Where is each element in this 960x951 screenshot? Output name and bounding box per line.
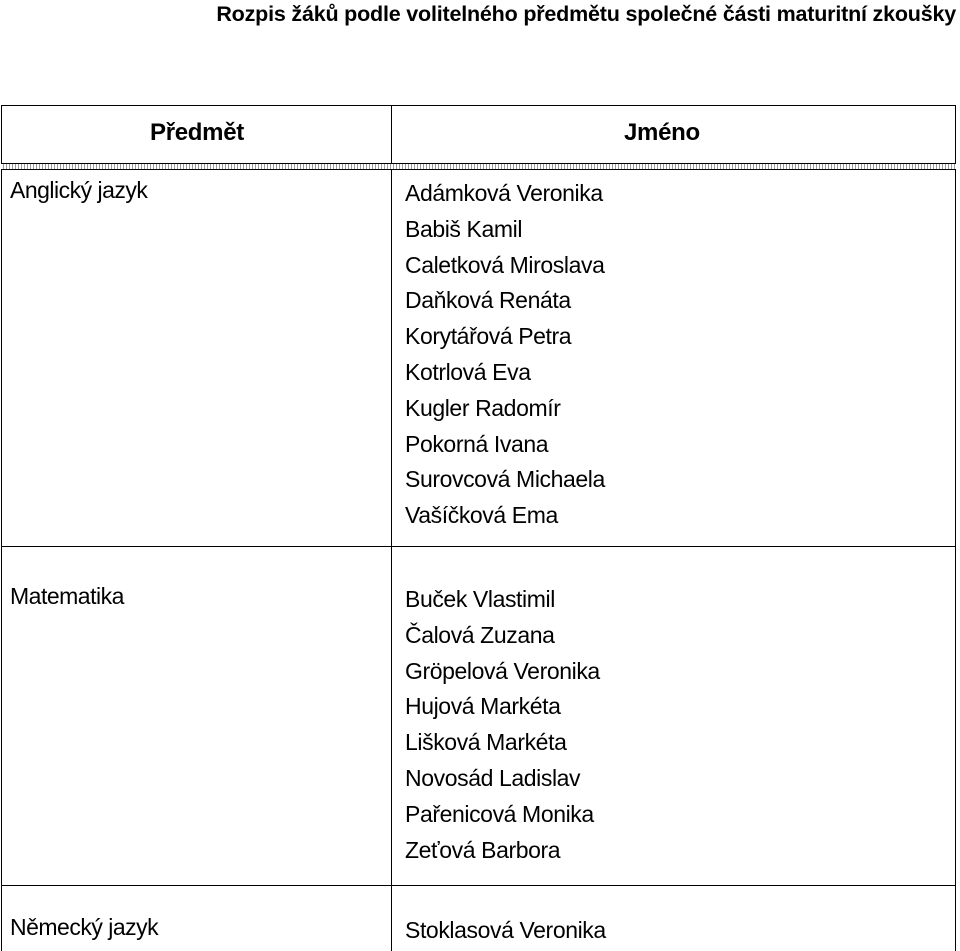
list-item: Daňková Renáta	[405, 287, 571, 314]
list-item: Stoklasová Veronika	[405, 917, 606, 943]
list-item: Adámková Veronika	[405, 180, 603, 206]
list-item: Pařenicová Monika	[405, 800, 594, 827]
list-item: Caletková Miroslava	[405, 251, 605, 278]
list-item: Babiš Kamil	[405, 215, 523, 242]
header-separator	[1, 163, 956, 170]
document-title: Rozpis žáků podle volitelného předmětu společné části maturitní zkoušky	[216, 2, 956, 26]
list-item: Hujová Markéta	[405, 693, 561, 720]
row-divider-english	[1, 546, 956, 547]
list-item: Gröpelová Veronika	[405, 657, 600, 684]
subject-math: Matematika	[10, 583, 124, 609]
list-item: Lišková Markéta	[405, 729, 567, 756]
header-subject: Předmět	[150, 119, 244, 146]
table-right-border	[955, 105, 956, 951]
list-item: Zeťová Barbora	[405, 836, 561, 863]
list-item: Čalová Zuzana	[405, 621, 555, 648]
list-item: Novosád Ladislav	[405, 764, 581, 791]
students-table	[1, 105, 956, 951]
student-list-german	[405, 913, 606, 949]
student-list-english	[405, 176, 605, 534]
list-item: Vašíčková Ema	[405, 502, 558, 529]
list-item: Kotrlová Eva	[405, 358, 531, 385]
list-item: Pokorná Ivana	[405, 430, 549, 457]
table-left-border	[1, 105, 2, 951]
table-top-border	[1, 105, 956, 106]
column-divider	[391, 105, 392, 951]
subject-english: Anglický jazyk	[10, 177, 148, 203]
list-item: Surovcová Michaela	[405, 466, 605, 493]
list-item: Kugler Radomír	[405, 394, 561, 421]
row-divider-math	[1, 885, 956, 886]
header-name: Jméno	[624, 119, 700, 146]
list-item: Buček Vlastimil	[405, 586, 555, 612]
subject-german: Německý jazyk	[10, 914, 159, 940]
student-list-math	[405, 582, 600, 868]
list-item: Korytářová Petra	[405, 323, 572, 350]
